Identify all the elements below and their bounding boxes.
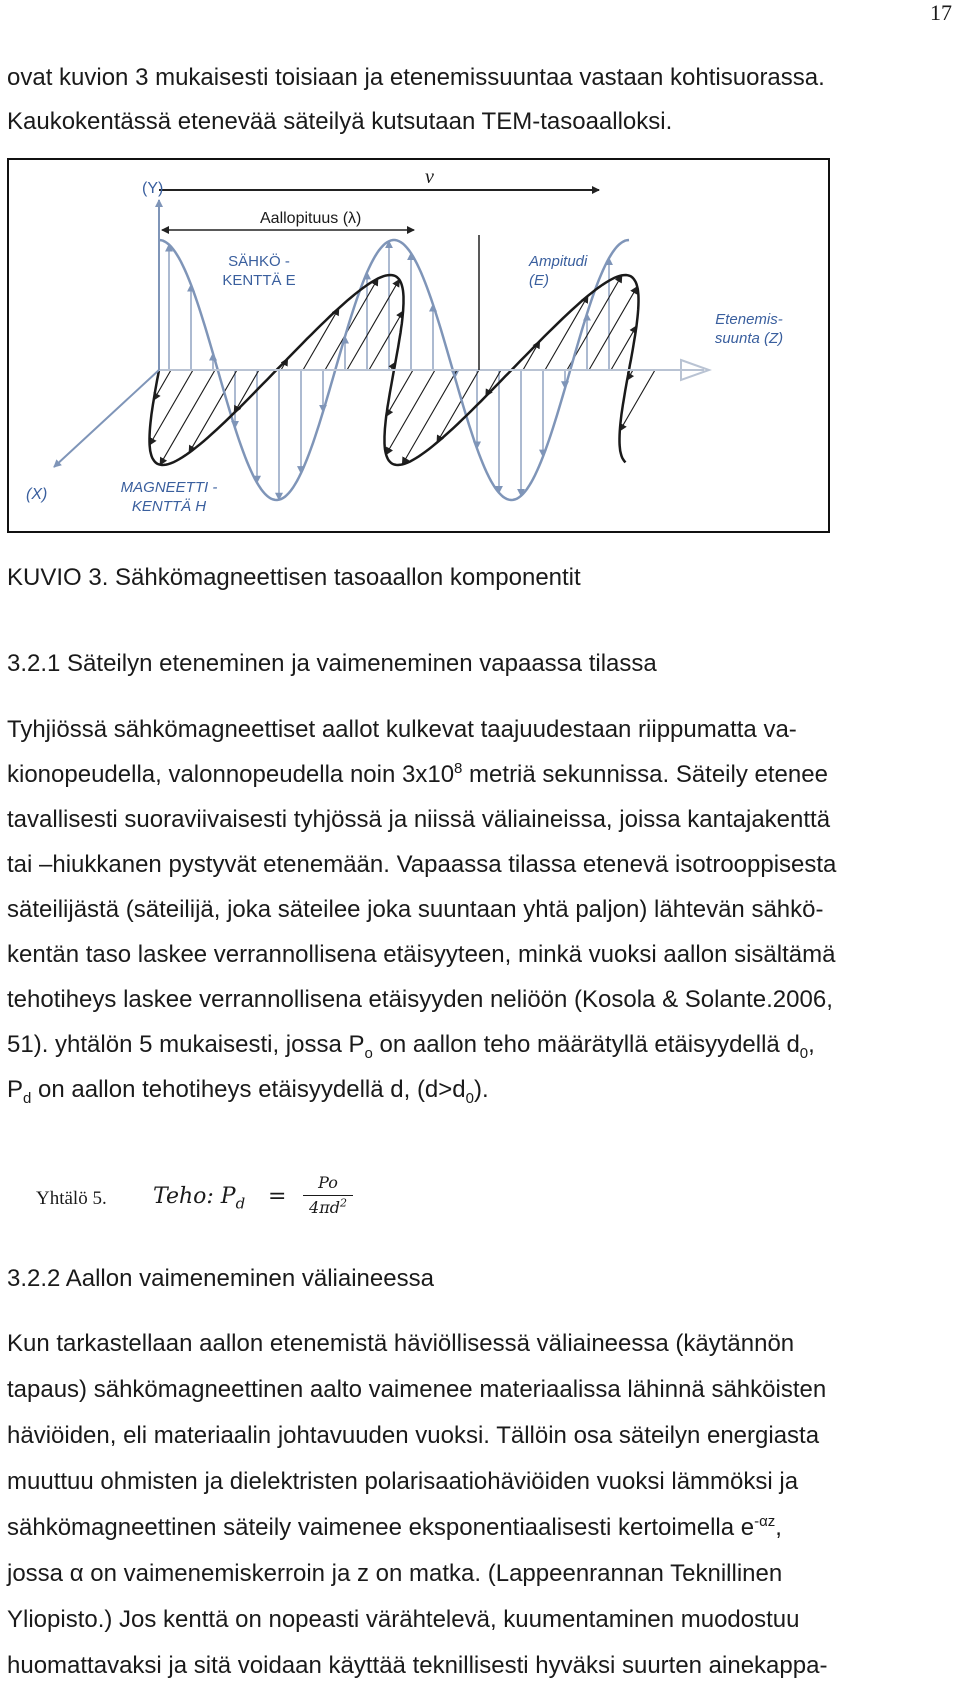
paragraph-line: muuttuu ohmisten ja dielektristen polarisaatiohäviöiden vuoksi lämmöksi ja (7, 1468, 799, 1495)
equation-fraction (303, 1172, 353, 1219)
h-field-vector (402, 370, 457, 464)
figure-em-wave (7, 158, 830, 533)
e-field-label-line-2: KENTTÄ E (222, 272, 296, 289)
equation-lhs: Teho: $P_d$ (153, 1184, 246, 1213)
paragraph-line: 51). yhtälön 5 mukaisesti, jossa $P_o$ on aallon teho määrätyllä etäisyydellä $d_0$, (7, 1031, 815, 1062)
paragraph-line: sähkömagneettinen säteily vaimenee eksponentiaalisesti kertoimella $e^{-\alpha z}$, (7, 1513, 782, 1541)
intro-line-1: ovat kuvion 3 mukaisesti toisiaan ja etenemissuuntaa vastaan kohtisuorassa. (7, 64, 825, 91)
h-field-vector (589, 287, 637, 370)
paragraph-line: $P_d$ on aallon tehotiheys etäisyydellä d, $(d>d_0)$. (7, 1076, 489, 1107)
h-field-vector (437, 370, 479, 443)
paragraph-line: tavallisesti suoraviivaisesti tyhjössä ja niissä väliaineissa, joissa kantajakenttä (7, 806, 831, 833)
paragraph-line: säteilijästä (säteilijä, joka säteilee joka suuntaan yhtä paljon) lähtevän sähkö- (7, 896, 824, 923)
paragraph-line: kionopeudella, valonnopeudella noin $3x10^8$ metriä sekunnissa. Säteily etenee (7, 760, 828, 788)
wavelength-label: Aallopituus (λ) (257, 210, 364, 228)
paragraph-line: tai –hiukkanen pystyvät etenemään. Vapaassa tilassa etenevä isotrooppisesta (7, 851, 837, 878)
x-axis-label: (X) (26, 486, 48, 503)
paragraph-line: tapaus) sähkömagneettinen aalto vaimenee materiaalissa lähinnä sähköisten (7, 1376, 827, 1403)
h-field-label-line-1: MAGNEETTI - (120, 479, 218, 496)
page-number: 17 (930, 0, 952, 25)
h-field-vector (386, 370, 435, 455)
paragraph-line: häviöiden, eli materiaalin johtavuuden vuoksi. Tällöin osa säteilyn energiasta (7, 1422, 820, 1449)
h-field-label (99, 478, 239, 516)
h-field-vector (325, 279, 378, 371)
y-axis-label: (Y) (142, 180, 164, 197)
figure-caption: KUVIO 3. Sähkömagneettisen tasoaallon komponentit (7, 564, 581, 591)
x-axis (54, 370, 159, 467)
paragraph-line: Tyhjiössä sähkömagneettiset aallot kulkevat taajuudestaan riippumatta va- (7, 716, 797, 743)
direction-label (689, 310, 809, 348)
h-field-label-line-2: KENTTÄ H (131, 498, 207, 515)
paragraph-line: kentän taso laskee verrannollisena etäisyyteen, minkä vuoksi aallon sisältämä (7, 941, 836, 968)
amplitude-label-line-2: (E) (529, 272, 549, 289)
nu-label: ν (425, 166, 434, 188)
equation-label: Yhtälö 5. (36, 1188, 107, 1209)
direction-label-line-1: Etenemis- (715, 311, 783, 328)
intro-line-2: Kaukokentässä etenevää säteilyä kutsutaan TEM-tasoaalloksi. (7, 108, 673, 135)
h-field-vector (620, 370, 655, 431)
amplitude-label (529, 252, 587, 290)
equation-numerator: Po (318, 1173, 338, 1192)
equation-equals: = (268, 1184, 287, 1209)
section-heading-3-2-1: 3.2.1 Säteilyn eteneminen ja vaimeneminen vapaassa tilassa (7, 650, 657, 677)
paragraph-line: jossa α on vaimenemiskerroin ja z on matka. (Lappeenrannan Teknillinen (7, 1560, 783, 1587)
equation-denominator: $4\pi d^2$ (309, 1196, 347, 1217)
paragraph-line: huomattavaksi ja sitä voidaan käyttää teknillisesti hyväksi suurten ainekappa- (7, 1652, 828, 1679)
paragraph-line: Kun tarkastellaan aallon etenemistä häviöllisessä väliaineessa (käytännön (7, 1330, 795, 1357)
e-field-label-line-1: SÄHKÖ - (228, 253, 290, 270)
h-field-vector (160, 370, 215, 465)
section-heading-3-2-2: 3.2.2 Aallon vaimeneminen väliaineessa (7, 1265, 434, 1292)
amplitude-label-line-1: Ampitudi (529, 253, 588, 270)
direction-label-line-2: suunta (Z) (714, 330, 784, 347)
paragraph-line: tehotiheys laskee verrannollisena etäisyyden neliöön (Kosola & Solante.2006, (7, 986, 833, 1013)
e-field-label (209, 252, 309, 290)
paragraph-line: Yliopisto.) Jos kenttä on nopeasti värähtelevä, kuumentaminen muodostuu (7, 1606, 800, 1633)
